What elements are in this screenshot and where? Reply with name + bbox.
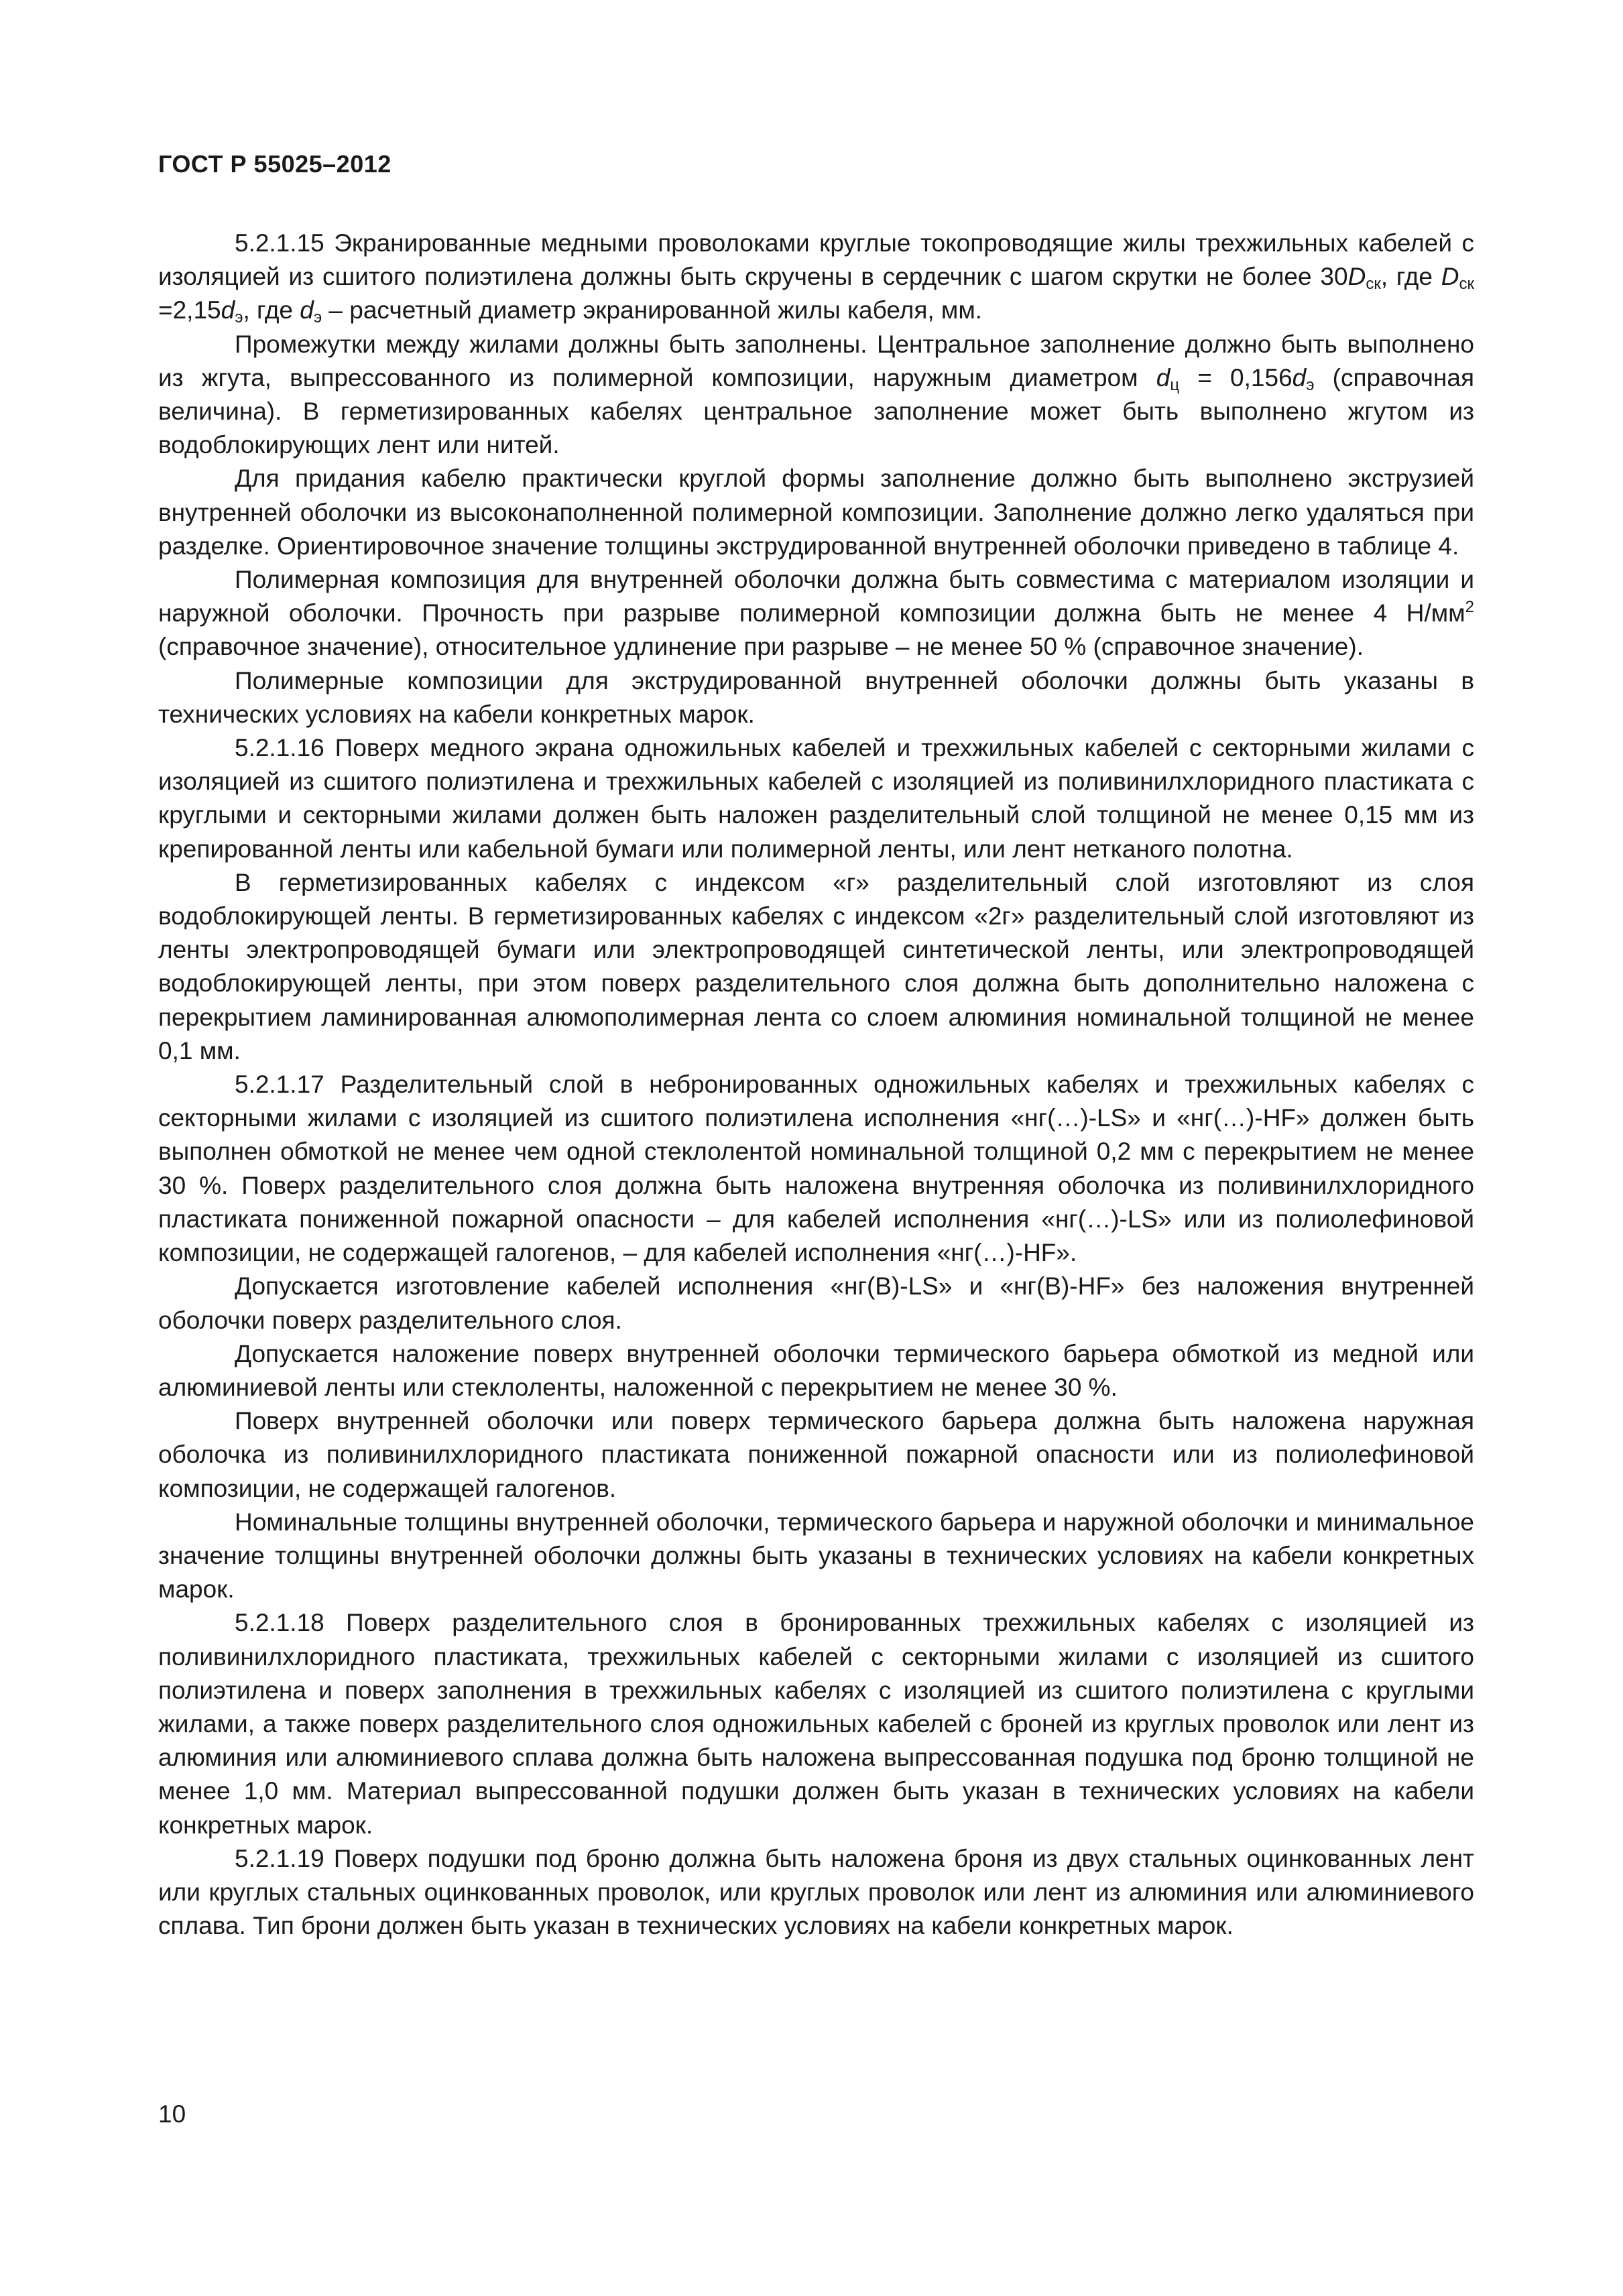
paragraph-5-2-1-19: 5.2.1.19 Поверх подушки под броню должна быть наложена броня из двух стальных оцинкованных лент или круглых стальных оцинкованных проволок, или круглых проволок или лент из алюминия или алюминиевого сплава. Тип брони должен быть указан в технических условиях на кабели конкретных марок. [158,1844,1474,1940]
paragraph-sealed-cables: В герметизированных кабелях с индексом «г» разделительный слой изготовляют из слоя водоблокирующей ленты. В герметизированных кабелях с индексом «2г» разделительный слой изготовляют из ленты электропроводящей бумаги или электропроводящей синтетической ленты, или электропроводящей водоблокирующей ленты, при этом поверх разделительного слоя должна быть дополнительно наложена с перекрытием ламинированная алюмополимерная лента со слоем алюминия номинальной толщиной не менее 0,1 мм. [158,868,1474,1065]
paragraph-5-2-1-17: 5.2.1.17 Разделительный слой в небронированных одножильных кабелях и трехжильных кабелях с секторными жилами с изоляцией из сшитого полиэтилена исполнения «нг(…)-LS» и «нг(…)-HF» должен быть выполнен обмоткой не менее чем одной стеклолентой номинальной толщиной 0,2 мм с перекрытием не менее 30 %. Поверх разделительного слоя должна быть наложена внутренняя оболочка из поливинилхлоридного пластиката пониженной пожарной опасности – для кабелей исполнения «нг(…)-LS» или из полиолефиновой композиции, не содержащей галогенов, – для кабелей исполнения «нг(…)-HF». [158,1071,1474,1267]
document-header: ГОСТ Р 55025–2012 [158,150,392,178]
document-body [158,227,1474,1943]
paragraph-round-shape: Для придания кабелю практически круглой формы заполнение должно быть выполнено экструзией внутренней оболочки из высоконаполненной полимерной композиции. Заполнение должно легко удаляться при разделке. Ориентировочное значение толщины экструдированной внутренней оболочки приведено в таблице 4. [158,465,1474,560]
paragraph-outer-sheath: Поверх внутренней оболочки или поверх термического барьера должна быть наложена наружная оболочка из поливинилхлоридного пластиката пониженной пожарной опасности или из полиолефиновой композиции, не содержащей галогенов. [158,1407,1474,1502]
paragraph-5-2-1-18: 5.2.1.18 Поверх разделительного слоя в бронированных трехжильных кабелях с изоляцией из поливинилхлоридного пластиката, трехжильных кабелей с секторными жилами с изоляцией из сшитого полиэтилена и поверх заполнения в трехжильных кабелях с изоляцией из сшитого полиэтилена с круглыми жилами, а также поверх разделительного слоя одножильных кабелей с броней из круглых проволок или лент из алюминия или алюминиевого сплава должна быть наложена выпрессованная подушка под броню толщиной не менее 1,0 мм. Материал выпрессованной подушки должен быть указан в технических условиях на кабели конкретных марок. [158,1609,1474,1839]
paragraph-thermal-barrier: Допускается наложение поверх внутренней оболочки термического барьера обмоткой из медной или алюминиевой ленты или стеклоленты, наложенной с перекрытием не менее 30 %. [158,1339,1474,1401]
paragraph-polymer-compatibility: Полимерная композиция для внутренней оболочки должна быть совместима с материалом изоляции и наружной оболочки. Прочность при разрыве полимерной композиции должна быть не менее 4 $Н/мм^2$ (справочное значение), относительное удлинение при разрыве – не менее 50 % (справочное значение). [158,566,1474,661]
page-number: 10 [158,2100,186,2128]
paragraph-without-inner-sheath: Допускается изготовление кабелей исполнения «нг(В)-LS» и «нг(В)-HF» без наложения внутренней оболочки поверх разделительного слоя. [158,1272,1474,1334]
paragraph-fillers: Промежутки между жилами должны быть заполнены. Центральное заполнение должно быть выполнено из жгута, выпрессованного из полимерной композиции, наружным диаметром $d_ц = 0,156d_э$ (справочная величина). В герметизированных кабелях центральное заполнение может быть выполнено жгутом из водоблокирующих лент или нитей. [158,330,1474,459]
paragraph-nominal-thickness: Номинальные толщины внутренней оболочки, термического барьера и наружной оболочки и минимальное значение толщины внутренней оболочки должны быть указаны в технических условиях на кабели конкретных марок. [158,1508,1474,1604]
paragraph-5-2-1-15: 5.2.1.15 Экранированные медными проволоками круглые токопроводящие жилы трехжильных кабелей с изоляцией из сшитого полиэтилена должны быть скручены в сердечник с шагом скрутки не более $30D_{ск}$, где $D_{ск} =2,15d_э$, где $d_э$ – расчетный диаметр экранированной жилы кабеля, мм. [158,229,1474,327]
paragraph-5-2-1-16: 5.2.1.16 Поверх медного экрана одножильных кабелей и трехжильных кабелей с секторными жилами с изоляцией из сшитого полиэтилена и трехжильных кабелей с изоляцией из поливинилхлоридного пластиката с круглыми и секторными жилами должен быть наложен разделительный слой толщиной не менее 0,15 мм из крепированной ленты или кабельной бумаги или полимерной ленты, или лент нетканого полотна. [158,734,1474,863]
paragraph-polymer-specs: Полимерные композиции для экструдированной внутренней оболочки должны быть указаны в технических условиях на кабели конкретных марок. [158,666,1474,728]
